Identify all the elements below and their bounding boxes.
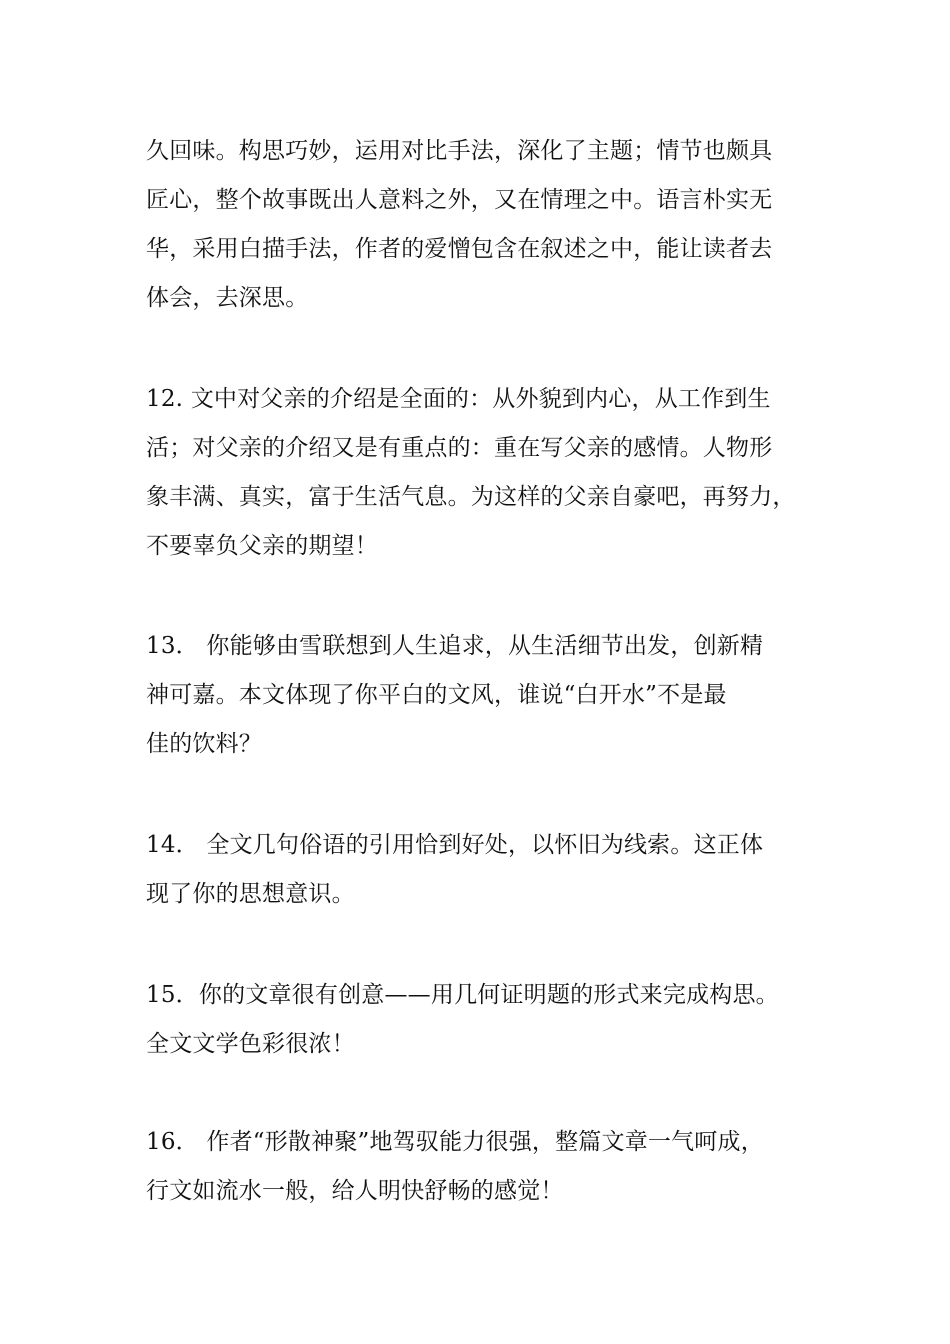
text-line: 久回味。构思巧妙，运用对比手法，深化了主题；情节也颇具 — [146, 138, 773, 164]
text-line: 16． 作者“形散神聚”地驾驭能力很强，整篇文章一气呵成， — [146, 1129, 764, 1155]
text-line: 象丰满、真实，富于生活气息。为这样的父亲自豪吧，再努力， — [146, 484, 796, 510]
text-line: 活；对父亲的介绍又是有重点的：重在写父亲的感情。人物形 — [146, 435, 773, 461]
text-line: 全文文学色彩很浓！ — [146, 1031, 355, 1057]
text-line: 现了你的思想意识。 — [146, 881, 355, 907]
text-line: 15．你的文章很有创意——用几何证明题的形式来完成构思。 — [146, 982, 779, 1008]
text-line: 神可嘉。本文体现了你平白的文风，谁说“白开水”不是最 — [146, 682, 727, 708]
paragraph-comment-14 — [146, 821, 814, 919]
text-line: 体会，去深思。 — [146, 285, 309, 311]
paragraph-comment-13 — [146, 622, 814, 769]
text-line: 华，采用白描手法，作者的爱憎包含在叙述之中，能让读者去 — [146, 236, 773, 262]
paragraph-comment-15 — [146, 971, 814, 1069]
text-line: 行文如流水一般，给人明快舒畅的感觉！ — [146, 1178, 564, 1204]
text-line: 不要辜负父亲的期望！ — [146, 533, 378, 559]
paragraph-continued-comment — [146, 127, 814, 323]
text-line: 13． 你能够由雪联想到人生追求，从生活细节出发，创新精 — [146, 633, 764, 659]
text-line: 佳的饮料？ — [146, 731, 262, 757]
text-line: 14． 全文几句俗语的引用恰到好处，以怀旧为线索。这正体 — [146, 832, 764, 858]
text-line: 匠心，整个故事既出人意料之外，又在情理之中。语言朴实无 — [146, 187, 773, 213]
text-line: 12. 文中对父亲的介绍是全面的：从外貌到内心，从工作到生 — [146, 386, 771, 412]
paragraph-comment-12 — [146, 375, 814, 571]
paragraph-comment-16 — [146, 1118, 814, 1216]
